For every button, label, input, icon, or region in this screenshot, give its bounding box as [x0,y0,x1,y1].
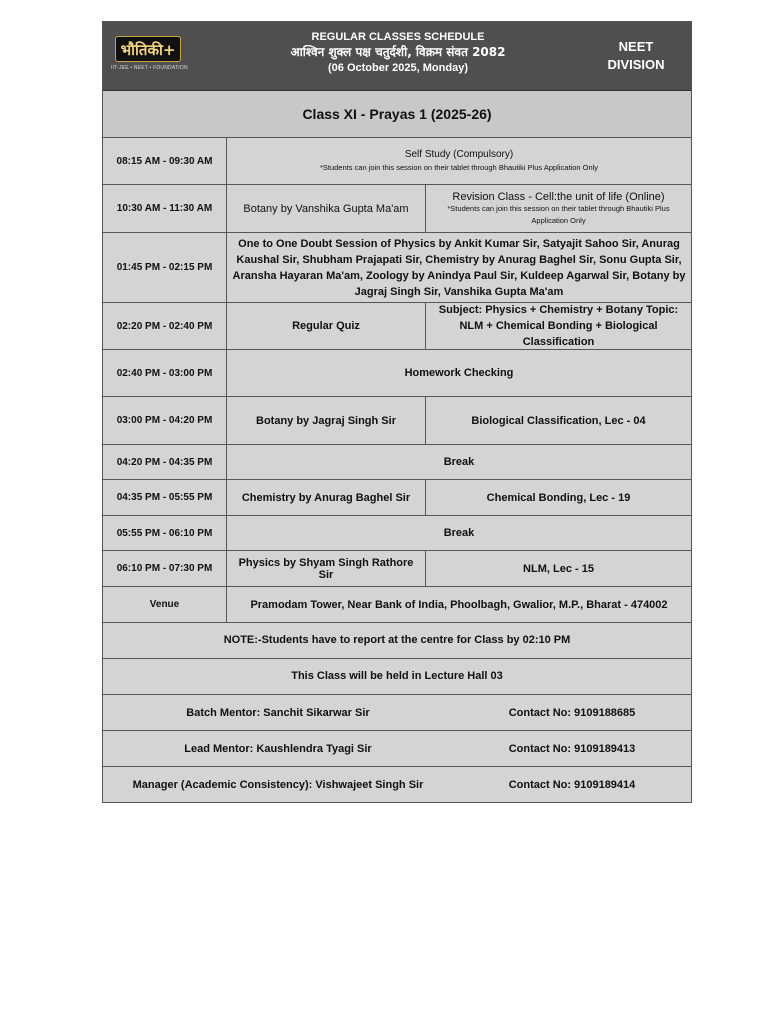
row-time: 06:10 PM - 07:30 PM [103,551,227,586]
row-time: 03:00 PM - 04:20 PM [103,397,227,444]
contact-row [103,695,691,731]
row-time: 04:35 PM - 05:55 PM [103,480,227,515]
schedule-row [103,233,691,303]
contact-phone: Contact No: 9109189414 [508,778,636,791]
row-time: 02:20 PM - 02:40 PM [103,303,227,349]
schedule-title: REGULAR CLASSES SCHEDULE [311,31,485,43]
row-content [227,138,691,184]
row-time: 08:15 AM - 09:30 AM [103,138,227,184]
logo-text: भौतिकी+ [115,36,181,62]
schedule-row [103,445,691,480]
row-content: Break [443,456,475,468]
row-content: Break [443,527,475,539]
row-subject: Regular Quiz [227,303,426,349]
schedule-row [103,516,691,551]
row-time: 04:20 PM - 04:35 PM [103,445,227,479]
row-subject: Physics by Shyam Singh Rathore Sir [227,551,426,586]
contact-row [103,731,691,767]
schedule-date: (06 October 2025, Monday) [328,62,468,74]
row-time: 01:45 PM - 02:15 PM [103,233,227,302]
hindi-date: आश्विन शुक्ल पक्ष चतुर्दशी, विक्रम संवत 2082 [290,45,506,59]
row-subject: Botany by Jagraj Singh Sir [227,397,426,444]
row-topic: NLM, Lec - 15 [523,562,594,575]
row-subject: Chemistry by Anurag Baghel Sir [227,480,426,515]
contact-label: Manager (Academic Consistency): Vishwajeet Singh Sir [132,778,424,791]
schedule-sheet [102,21,692,803]
row-time: 02:40 PM - 03:00 PM [103,350,227,396]
division-line-1: NEET [618,39,654,54]
venue-address: Pramodam Tower, Near Bank of India, Phoolbagh, Gwalior, M.P., Bharat - 474002 [250,598,668,611]
schedule-row [103,551,691,587]
row-topic-title: Revision Class - Cell:the unit of life (Online) [452,190,665,203]
schedule-row [103,397,691,445]
schedule-row [103,303,691,350]
contact-phone: Contact No: 9109189413 [508,742,636,755]
schedule-row [103,138,691,185]
schedule-row [103,480,691,516]
row-topic: Biological Classification, Lec - 04 [471,414,646,427]
row-topic-note: *Students can join this session on their tablet through Bhautiki Plus Application Only [447,203,670,225]
schedule-row [103,350,691,397]
class-title: Class XI - Prayas 1 (2025-26) [103,91,691,138]
contact-label: Batch Mentor: Sanchit Sikarwar Sir [186,706,370,719]
row-content: One to One Doubt Session of Physics by Ankit Kumar Sir, Satyajit Sahoo Sir, Anurag Kaushal Sir, Shubham Prajapati Sir, Chemistry by Anurag Baghel Sir, Sonu Gupta Sir, Aransha Hayaran Ma'am, Zoology by Anindya Paul Sir, Kuldeep Agarwal Sir, Botany by Jagraj Singh Sir, Vanshika Gupta Ma'am [232,237,686,298]
report-note: NOTE:-Students have to report at the centre for Class by 02:10 PM [103,623,691,659]
row-main: Self Study (Compulsory) [404,149,514,160]
contact-row [103,767,691,802]
row-time: 05:55 PM - 06:10 PM [103,516,227,550]
row-topic: Subject: Physics + Chemistry + Botany Topic: NLM + Chemical Bonding + Biological Classification [438,304,679,348]
row-topic [426,185,691,232]
schedule-row [103,185,691,233]
row-topic: Chemical Bonding, Lec - 19 [486,491,631,504]
row-note: *Students can join this session on their tablet through Bhautiki Plus Application Only [319,163,599,172]
contact-phone: Contact No: 9109188685 [508,706,636,719]
venue-row [103,587,691,623]
lecture-hall: This Class will be held in Lecture Hall 03 [103,659,691,695]
row-time: 10:30 AM - 11:30 AM [103,185,227,232]
contact-label: Lead Mentor: Kaushlendra Tyagi Sir [184,742,372,755]
division-label [601,38,671,74]
schedule-header [103,22,691,91]
row-subject: Botany by Vanshika Gupta Ma'am [227,185,426,232]
header-title-block [223,30,573,76]
row-content: Homework Checking [404,367,514,379]
venue-label: Venue [103,587,227,622]
logo-subtitle: IIT-JEE • NEET • FOUNDATION [111,65,188,71]
bhautiki-logo [111,34,188,74]
division-line-2: DIVISION [607,57,665,72]
